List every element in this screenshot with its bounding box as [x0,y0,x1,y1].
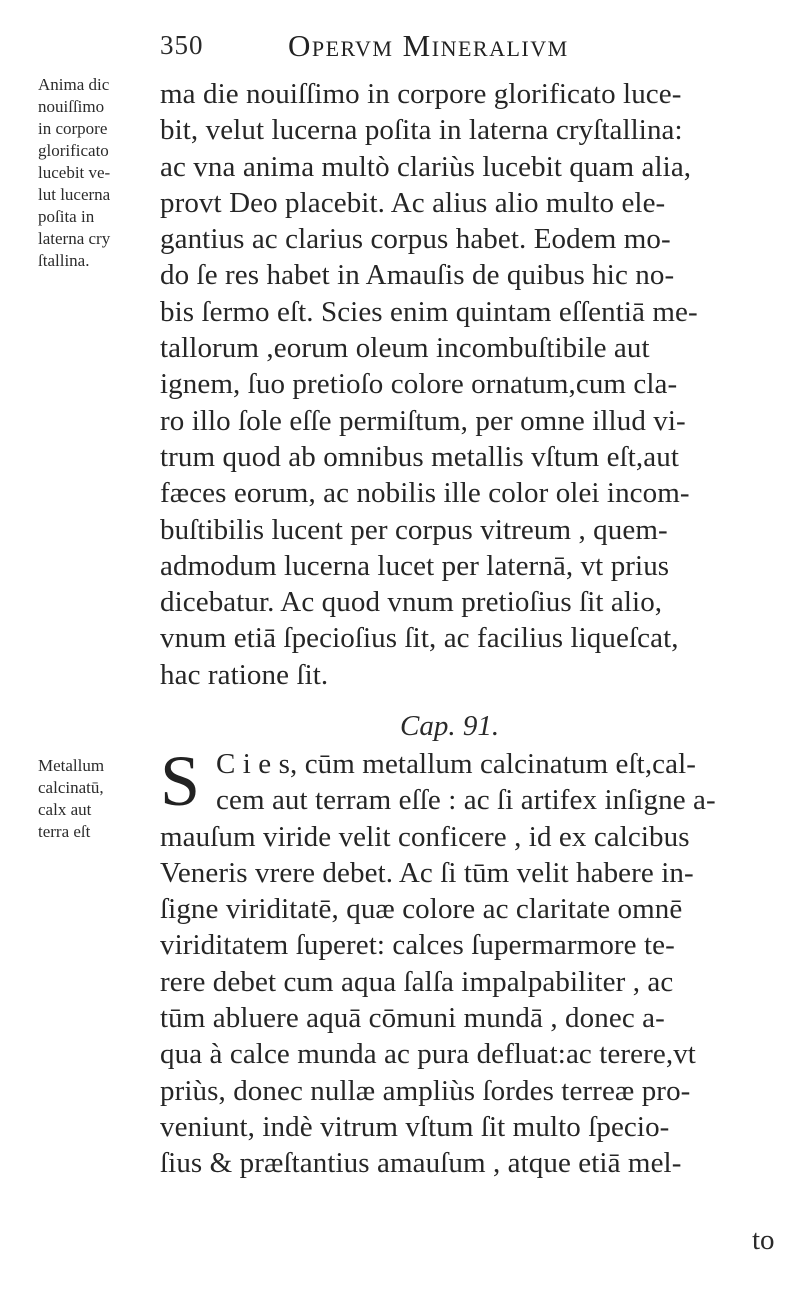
text-line: buſtibilis lucent per corpus vitreum , quem- [160,513,668,546]
margin-note-line: in corpore [38,119,108,138]
catchword: to [752,1224,775,1256]
text-line: Veneris vrere debet. Ac ſi tūm velit habere in- [160,856,694,889]
text-line: trum quod ab omnibus metallis vſtum eſt,aut [160,440,679,473]
margin-note-metallum [38,755,156,843]
text-line: priùs, donec nullæ ampliùs ſordes terreæ pro- [160,1074,691,1107]
margin-note-line: terra eſt [38,822,91,841]
margin-note-line: laterna cry [38,229,111,248]
margin-note-line: Metallum [38,756,105,775]
paragraph-two [160,741,790,1182]
running-head: Opervm Mineralivm [288,28,569,63]
text-line: do ſe res habet in Amauſis de quibus hic no- [160,259,675,292]
text-line: bis ſermo eſt. Scies enim quintam eſſentiā me- [160,295,698,328]
margin-note-line: Anima dic [38,75,110,94]
text-line: C i e s, cūm metallum calcinatum eſt,cal- [216,748,697,780]
text-line: ro illo ſole eſſe permiſtum, per omne illud vi- [160,404,686,437]
margin-note-line: glorificato [38,141,109,160]
text-line: mauſum viride velit conficere , id ex calcibus [160,820,690,853]
text-line: ma die nouiſſimo in corpore glorificato luce- [160,78,682,110]
text-line: vnum etiā ſpecioſius ſit, ac facilius liqueſcat, [160,622,679,655]
text-line: veniunt, indè vitrum vſtum ſit multo ſpecio- [160,1110,670,1143]
margin-note-line: calx aut [38,800,92,819]
text-line: admodum lucerna lucet per laternā, vt prius [160,549,670,582]
margin-note-anima [38,74,156,272]
chapter-heading: Cap. 91. [400,710,500,742]
text-line: tūm abluere aquā cōmuni mundā , donec a- [160,1002,665,1035]
text-line: ſius & præſtantius amauſum , atque etiā mel- [160,1147,682,1180]
text-line: ac vna anima multò clariùs lucebit quam alia, [160,150,692,183]
text-line: ſigne viriditatē, quæ colore ac claritate omnē [160,893,683,926]
text-line: dicebatur. Ac quod vnum pretioſius ſit alio, [160,586,663,619]
text-line: fæces eorum, ac nobilis ille color olei incom- [160,477,690,510]
margin-note-line: poſita in [38,207,95,226]
text-line: rere debet cum aqua ſalſa impalpabiliter , ac [160,965,674,998]
text-line: gantius ac clarius corpus habet. Eodem mo- [160,223,671,256]
text-line: viriditatem ſuperet: calces ſupermarmore te- [160,929,675,962]
margin-note-line: ſtallina. [38,251,90,270]
text-line: bit, velut lucerna poſita in laterna cryſtallina: [160,114,683,147]
text-line: cem aut terram eſſe : ac ſi artifex inſigne a- [216,784,716,817]
margin-note-line: lut lucerna [38,185,111,204]
paragraph-one [160,76,790,693]
text-line: qua à calce munda ac pura defluat:ac terere,vt [160,1038,696,1071]
text-line: hac ratione ſit. [160,658,329,691]
margin-note-line: calcinatū, [38,778,104,797]
page-header [160,24,700,74]
margin-note-line: lucebit ve- [38,163,111,182]
text-line: tallorum ,eorum oleum incombuſtibile aut [160,332,650,365]
initial-letter: S [160,741,201,821]
page-number: 350 [160,30,204,60]
margin-note-line: nouiſſimo [38,97,105,116]
text-line: provt Deo placebit. Ac alius alio multo ele- [160,186,666,219]
text-line: ignem, ſuo pretioſo colore ornatum,cum cla- [160,368,678,401]
